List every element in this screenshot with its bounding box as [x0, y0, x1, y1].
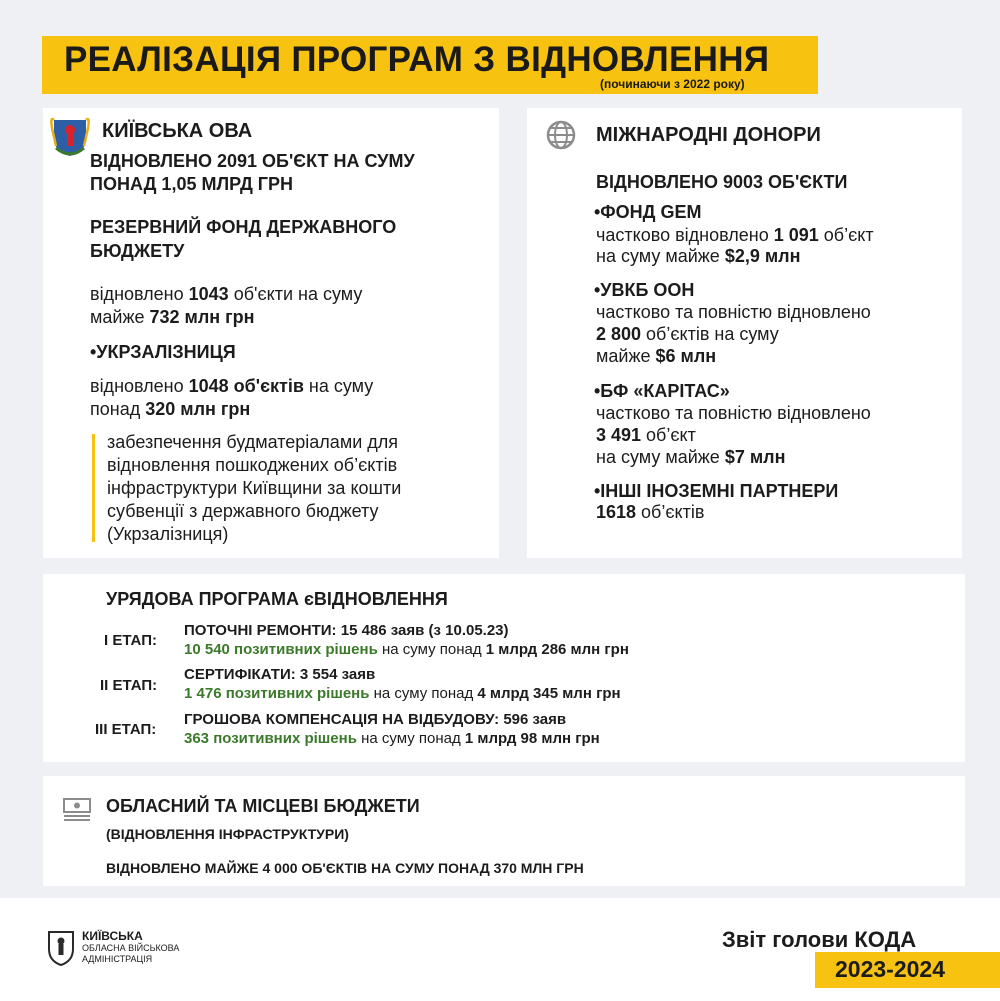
- page-title: РЕАЛІЗАЦІЯ ПРОГРАМ З ВІДНОВЛЕННЯ: [64, 40, 770, 79]
- kyiv-summary-line1: ВІДНОВЛЕНО 2091 ОБ'ЄКТ НА СУМУ: [90, 151, 415, 171]
- unhcr-line1: частково та повністю відновлено: [596, 302, 871, 322]
- government-title: УРЯДОВА ПРОГРАМА єВІДНОВЛЕННЯ: [106, 589, 448, 609]
- gem-line2: на суму майже $2,9 млн: [596, 246, 801, 266]
- rail-line2: понад 320 млн грн: [90, 399, 251, 419]
- donors-summary: ВІДНОВЛЕНО 9003 ОБ'ЄКТИ: [596, 172, 848, 192]
- local-budgets-summary: ВІДНОВЛЕНО МАЙЖЕ 4 000 ОБ'ЄКТІВ НА СУМУ ПОНАД 370 МЛН ГРН: [106, 860, 584, 876]
- stage-2-label: ІІ ЕТАП:: [100, 677, 158, 694]
- caritas-line2: 3 491 об’єкт: [596, 425, 696, 445]
- footer-org-line1: КИЇВСЬКА: [82, 929, 143, 943]
- gem-line1: частково відновлено 1 091 об’єкт: [596, 225, 874, 245]
- stage-3-line2: 363 позитивних рішень на суму понад 1 млрд 98 млн грн: [184, 730, 600, 747]
- stage-1-line2: 10 540 позитивних рішень на суму понад 1 млрд 286 млн грн: [184, 641, 629, 658]
- footer-years: 2023-2024: [835, 956, 945, 982]
- footer-report-title: Звіт голови КОДА: [722, 927, 917, 952]
- reserve-title-line2: БЮДЖЕТУ: [90, 241, 185, 261]
- rail-line1: відновлено 1048 об'єктів на суму: [90, 376, 374, 396]
- stage-2-line2: 1 476 позитивних рішень на суму понад 4 млрд 345 млн грн: [184, 685, 621, 702]
- stage-1-line1: ПОТОЧНІ РЕМОНТИ: 15 486 заяв (з 10.05.23): [184, 622, 509, 639]
- donors-title: МІЖНАРОДНІ ДОНОРИ: [596, 124, 821, 146]
- kyiv-coat-of-arms-icon: [50, 114, 90, 158]
- unhcr-title: •УВКБ ООН: [594, 280, 695, 300]
- stage-3-line1: ГРОШОВА КОМПЕНСАЦІЯ НА ВІДБУДОВУ: 596 заяв: [184, 711, 567, 728]
- rail-note: забезпечення будматеріалами для відновлення пошкоджених об’єктів інфраструктури Київщини за кошти субвенції з державного бюджету (Укрзалізниця): [107, 432, 402, 544]
- rail-title: •УКРЗАЛІЗНИЦЯ: [90, 342, 236, 362]
- reserve-line1: відновлено 1043 об'єкти на суму: [90, 284, 363, 304]
- unhcr-line2: 2 800 об’єктів на суму: [596, 324, 779, 344]
- footer-org-line2: ОБЛАСНА ВІЙСЬКОВА: [82, 943, 180, 953]
- caritas-title: •БФ «КАРІТАС»: [594, 381, 730, 401]
- globe-icon: [545, 119, 577, 151]
- stage-3-label: ІІІ ЕТАП:: [95, 721, 157, 738]
- money-icon: [62, 796, 92, 822]
- kyiv-ova-title: КИЇВСЬКА ОВА: [102, 120, 253, 142]
- other-partners-line: 1618 об’єктів: [596, 502, 705, 522]
- unhcr-line3: майже $6 млн: [596, 346, 717, 366]
- caritas-line1: частково та повністю відновлено: [596, 403, 871, 423]
- local-budgets-title: ОБЛАСНИЙ ТА МІСЦЕВІ БЮДЖЕТИ: [106, 796, 420, 816]
- gem-title: •ФОНД GEM: [594, 202, 702, 222]
- stage-1-label: І ЕТАП:: [104, 632, 157, 649]
- kyiv-oblast-emblem-icon: [46, 929, 76, 967]
- kyiv-summary-line2: ПОНАД 1,05 МЛРД ГРН: [90, 174, 293, 194]
- page-subtitle: (починаючи з 2022 року): [600, 77, 745, 91]
- stage-2-line1: СЕРТИФІКАТИ: 3 554 заяв: [184, 666, 376, 683]
- footer-org-line3: АДМІНІСТРАЦІЯ: [82, 954, 153, 964]
- reserve-title-line1: РЕЗЕРВНИЙ ФОНД ДЕРЖАВНОГО: [90, 217, 397, 237]
- caritas-line3: на суму майже $7 млн: [596, 447, 786, 467]
- local-budgets-subtitle: (ВІДНОВЛЕННЯ ІНФРАСТРУКТУРИ): [106, 826, 349, 842]
- reserve-line2: майже 732 млн грн: [90, 307, 255, 327]
- note-accent-bar: [92, 434, 95, 542]
- other-partners-title: •ІНШІ ІНОЗЕМНІ ПАРТНЕРИ: [594, 481, 839, 501]
